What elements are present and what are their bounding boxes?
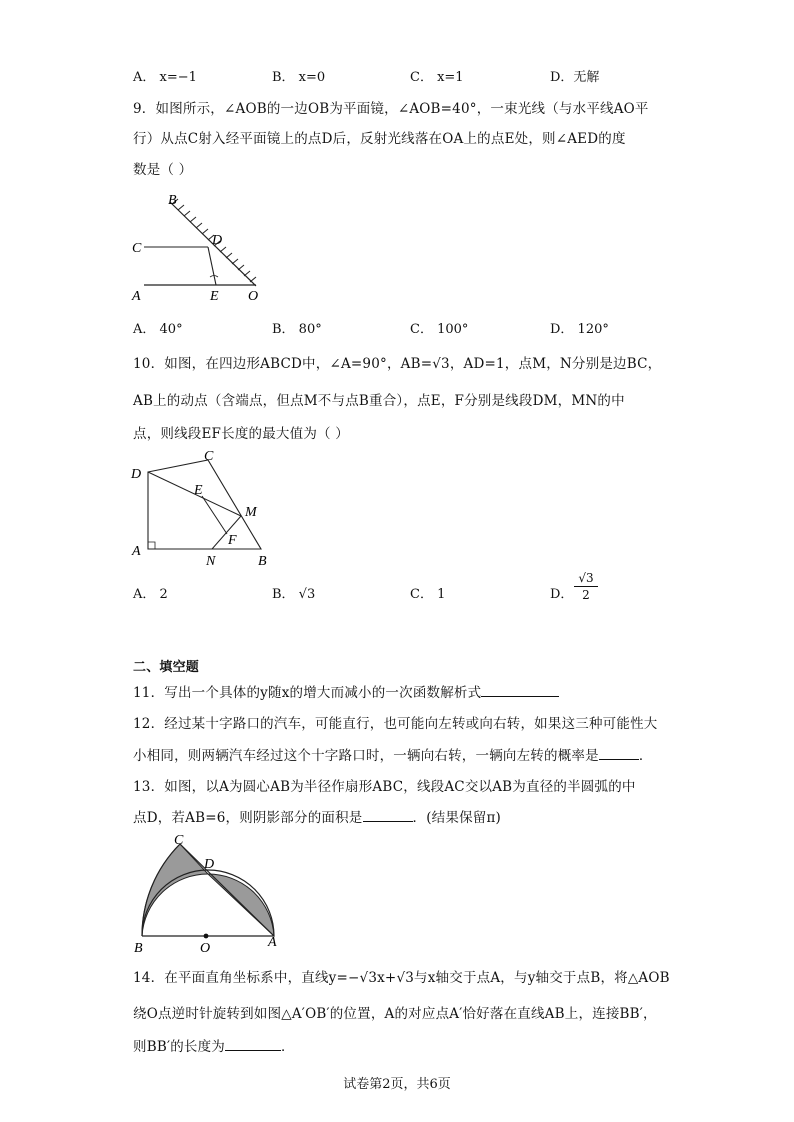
label-a: A <box>132 544 141 559</box>
page-footer: 试卷第2页，共6页 <box>343 1077 451 1092</box>
label-o: O <box>248 289 259 304</box>
q10-figure <box>128 448 278 573</box>
q12-answer-blank <box>599 747 639 760</box>
q13-stem-line-1: 13．如图，以A为圆心AB为半径作扇形ABC，线段AC交以AB为直径的半圆弧的中 <box>133 779 636 795</box>
label-b: B <box>258 554 267 569</box>
label-e: E <box>210 289 219 304</box>
q10-stem-line-2: AB上的动点（含端点，但点M不与点B重合），点E，F分别是线段DM，MN的中 <box>133 393 625 409</box>
label-a: A <box>268 935 277 950</box>
label-d: D <box>204 857 215 872</box>
shaded-region-left <box>142 844 208 936</box>
q13-stem-line-2 <box>133 806 501 826</box>
q10-stem-line-3: 点，则线段EF长度的最大值为（ ） <box>133 426 349 442</box>
q10-option-a: A． 2 <box>133 587 168 602</box>
q12-text: 小相同，则两辆汽车经过这个十字路口时，一辆向右转，一辆向左转的概率是 <box>133 748 599 764</box>
q11-stem <box>133 681 559 701</box>
label-c: C <box>132 241 142 256</box>
fraction-denominator: 2 <box>582 588 590 602</box>
q9-figure <box>128 190 278 305</box>
q9-stem-line-3: 数是（ ） <box>133 162 193 178</box>
label-f: F <box>228 533 237 548</box>
q13-end: ．(结果保留π) <box>412 810 502 826</box>
q13-text: 点D，若AB=6，则阴影部分的面积是 <box>133 810 363 826</box>
center-point-o <box>204 934 209 939</box>
label-b: B <box>168 193 177 208</box>
label-m: M <box>245 505 257 520</box>
q10-stem-line-1: 10．如图，在四边形ABCD中，∠A=90°，AB=√3，AD=1，点M，N分别是边BC， <box>133 356 662 372</box>
q10-option-b: B． √3 <box>272 587 316 602</box>
q8-option-a: A． x=−1 <box>133 70 197 85</box>
segment-ac <box>180 844 274 936</box>
label-c: C <box>174 833 184 848</box>
label-n: N <box>206 554 216 569</box>
q9-stem-line-2: 行）从点C射入经平面镜上的点D后，反射光线落在OA上的点E处，则∠AED的度 <box>133 131 626 147</box>
q9-option-a: A． 40° <box>133 322 183 337</box>
q14-text: 则BB′的长度为 <box>133 1039 226 1055</box>
q13-figure <box>128 828 288 954</box>
q8-option-c: C． x=1 <box>410 70 464 85</box>
q12-end: ． <box>638 748 653 764</box>
label-e: E <box>194 483 203 498</box>
q9-option-b: B． 80° <box>272 322 322 337</box>
label-b: B <box>134 941 143 954</box>
segment-ef <box>202 496 227 534</box>
q11-answer-blank <box>481 684 559 697</box>
q14-stem-line-1: 14．在平面直角坐标系中，直线y=−√3x+√3与x轴交于点A，与y轴交于点B，将△AOB <box>133 970 670 986</box>
q12-stem-line-2 <box>133 744 653 764</box>
q9-option-c: C． 100° <box>410 322 469 337</box>
section-title: 二、填空题 <box>133 660 200 675</box>
q8-option-d: D．无解 <box>550 70 600 85</box>
q13-answer-blank <box>363 809 413 822</box>
q9-stem-line-1: 9．如图所示，∠AOB的一边OB为平面镜，∠AOB=40°，一束光线（与水平线AO平 <box>133 101 649 117</box>
q8-option-b: B． x=0 <box>272 70 326 85</box>
q14-stem-line-3 <box>133 1035 295 1055</box>
q10-option-c: C． 1 <box>410 587 446 602</box>
label-c: C <box>204 449 214 464</box>
label-d: D <box>212 233 223 248</box>
label-a: A <box>132 289 141 304</box>
label-d: D <box>131 467 142 482</box>
q12-stem-line-1: 12．经过某十字路口的汽车，可能直行，也可能向左转或向右转，如果这三种可能性大 <box>133 716 658 732</box>
label-o: O <box>200 941 211 954</box>
fraction-numerator: √3 <box>574 571 598 587</box>
q10-option-d-prefix: D． <box>550 587 574 602</box>
q10-option-d-fraction <box>574 571 598 602</box>
q9-option-d: D． 120° <box>550 322 609 337</box>
q11-text: 11．写出一个具体的y随x的增大而减小的一次函数解析式 <box>133 685 482 701</box>
q14-answer-blank <box>225 1038 281 1051</box>
ray-de <box>208 247 216 285</box>
right-angle-mark-a <box>148 542 155 549</box>
q14-end: ． <box>281 1039 295 1055</box>
q14-stem-line-2: 绕O点逆时针旋转到如图△A′OB′的位置，A的对应点A′恰好落在直线AB上，连接BB′， <box>133 1006 657 1022</box>
